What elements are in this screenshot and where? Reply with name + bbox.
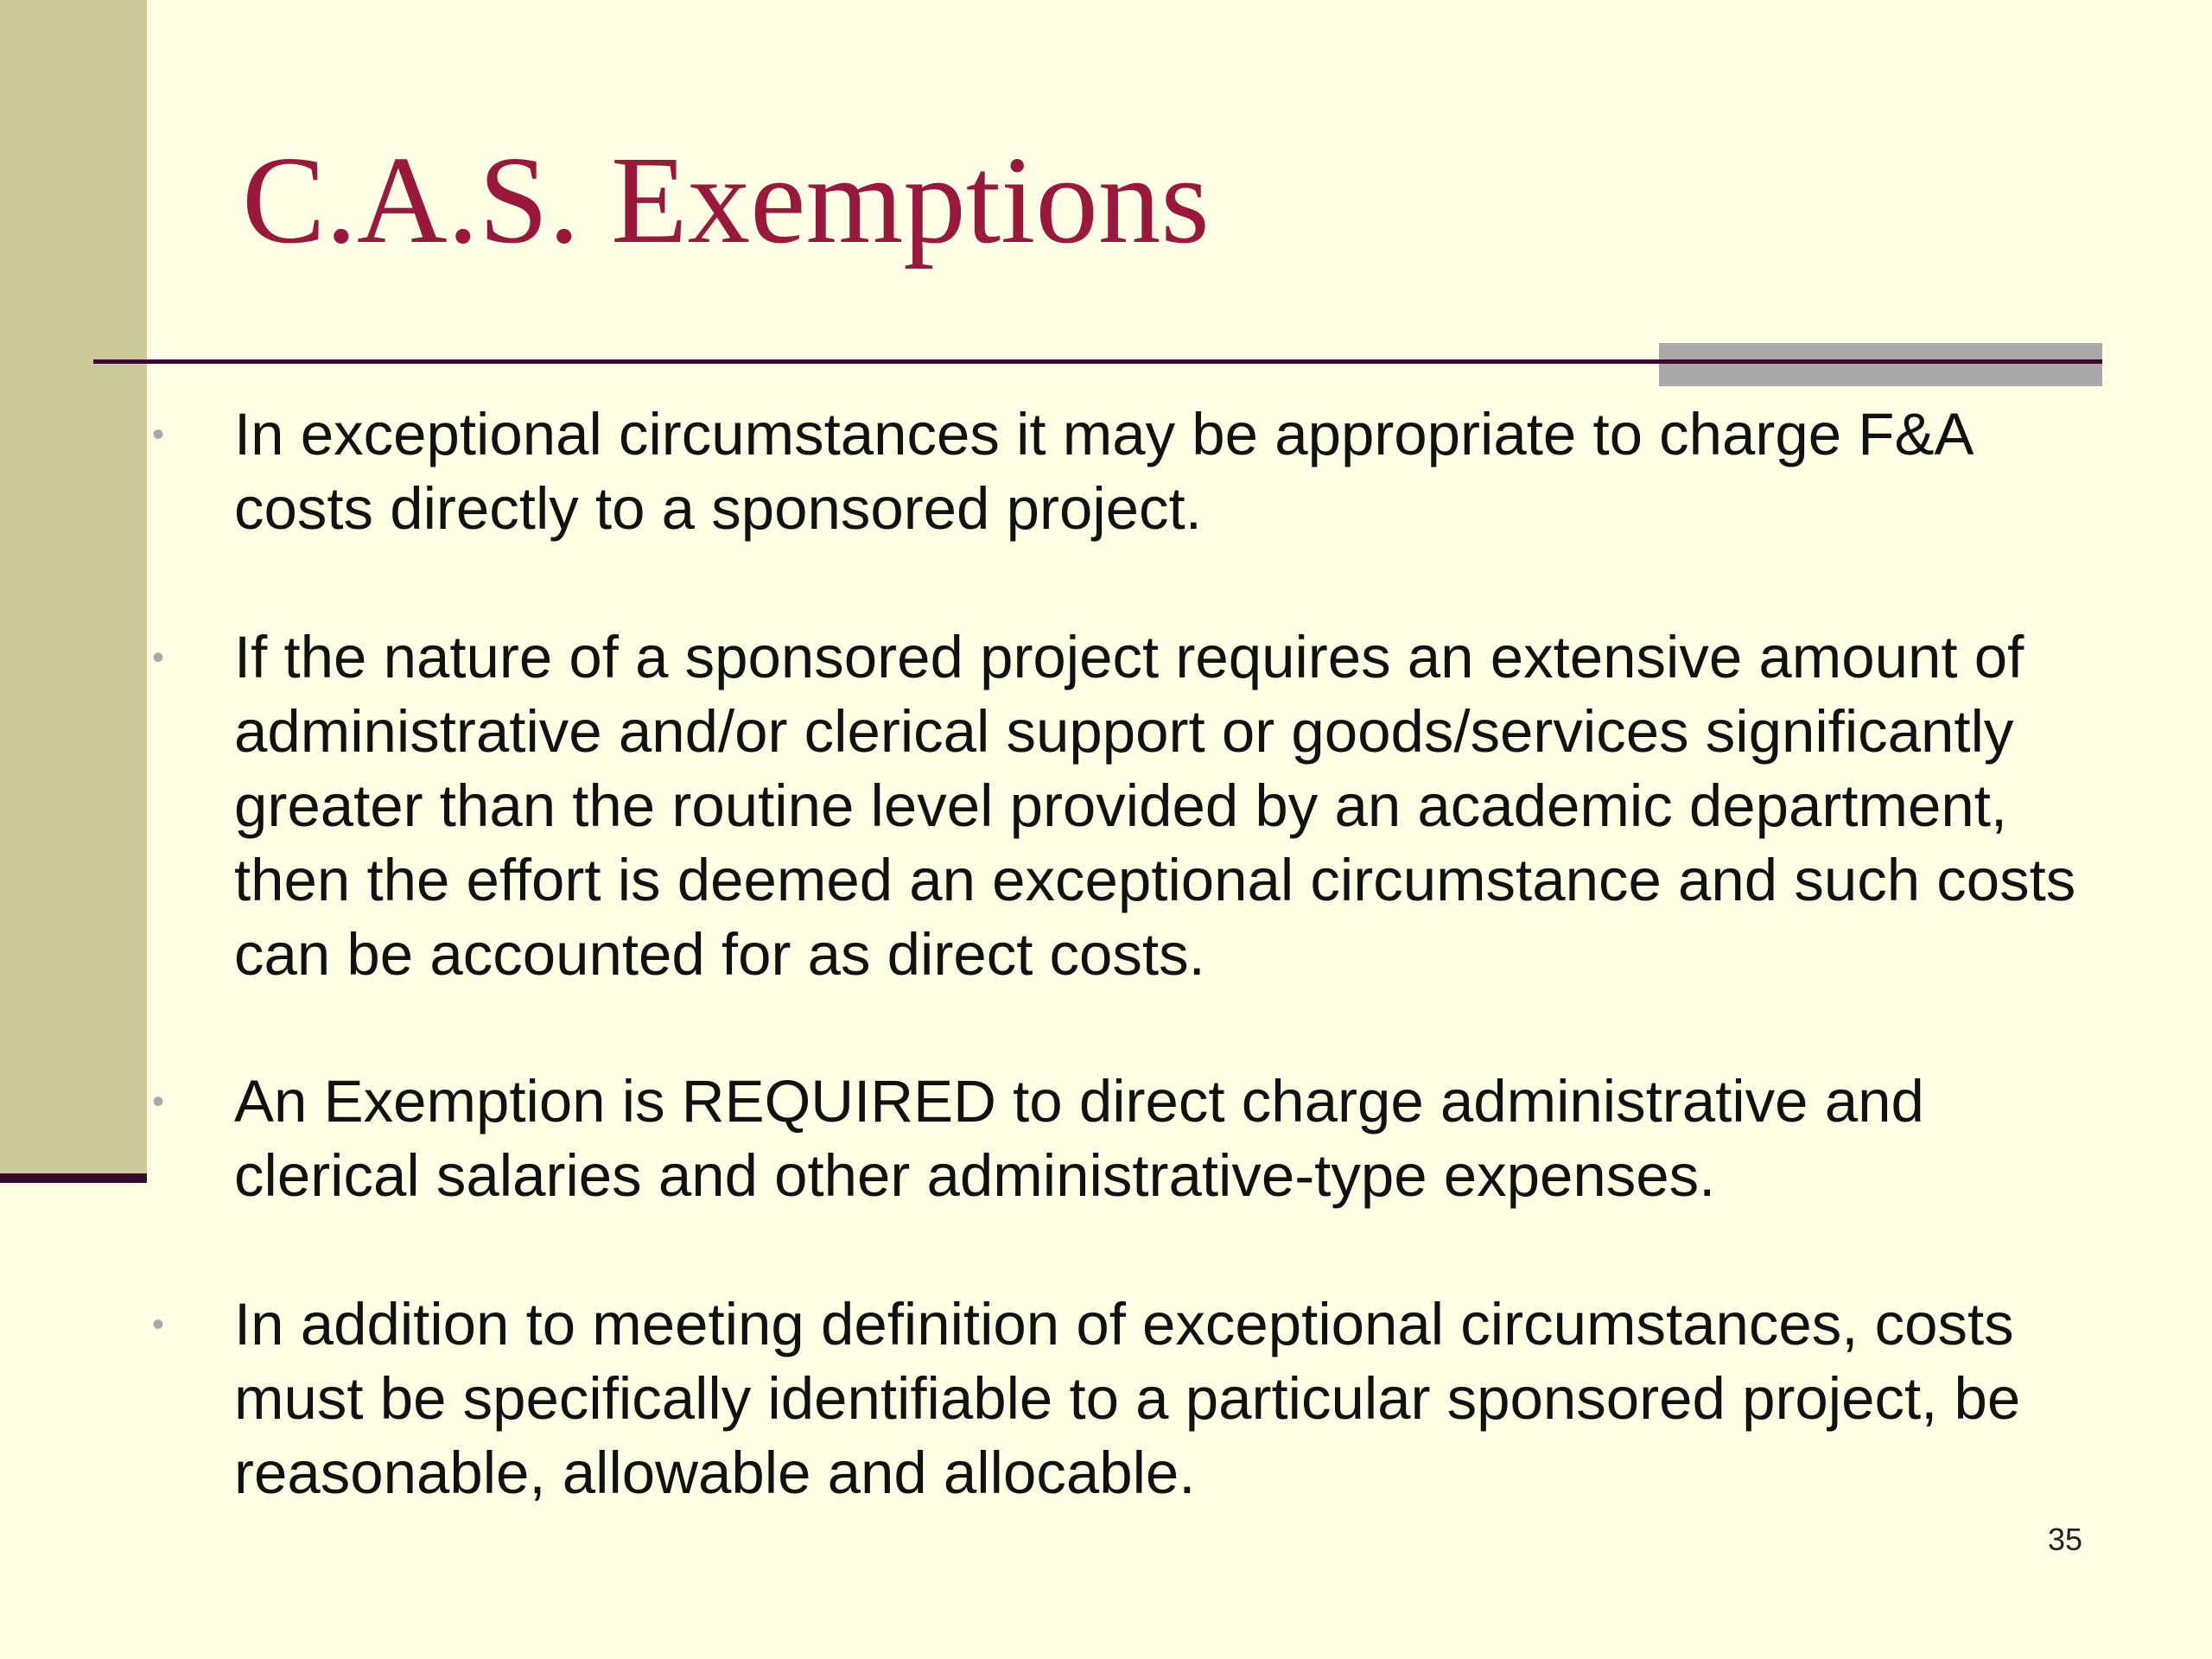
page-number: 35 <box>2047 1522 2082 1557</box>
bullet-dot-icon: • <box>152 1083 165 1121</box>
bullet-text: In addition to meeting definition of exceptional circumstances, costs must be specifically identifiable to a particular sponsored project, be reasonable, allowable and allocable. <box>234 1291 2021 1506</box>
bullet-dot-icon: • <box>152 1306 165 1344</box>
side-band <box>0 0 147 1182</box>
title-accent-line <box>1659 359 2102 364</box>
title-accent-bar <box>1659 343 2102 386</box>
bullet-text: In exceptional circumstances it may be appropriate to charge F&A costs directly to a sponsored project. <box>234 401 1971 542</box>
side-rule <box>0 1173 147 1183</box>
slide-title: C.A.S. Exemptions <box>242 131 1210 270</box>
bullet-text: An Exemption is REQUIRED to direct charge administrative and clerical salaries and other administrative-type expenses. <box>234 1068 1924 1209</box>
bullet-dot-icon: • <box>152 416 165 454</box>
bullet-dot-icon: • <box>152 639 165 677</box>
bullet-text: If the nature of a sponsored project requires an extensive amount of administrative and/or clerical support or goods/services significantly greater than the routine level provided by an academic department, then the effort is deemed an exceptional circumstance and such costs can be accounted for as direct costs. <box>234 624 2076 988</box>
